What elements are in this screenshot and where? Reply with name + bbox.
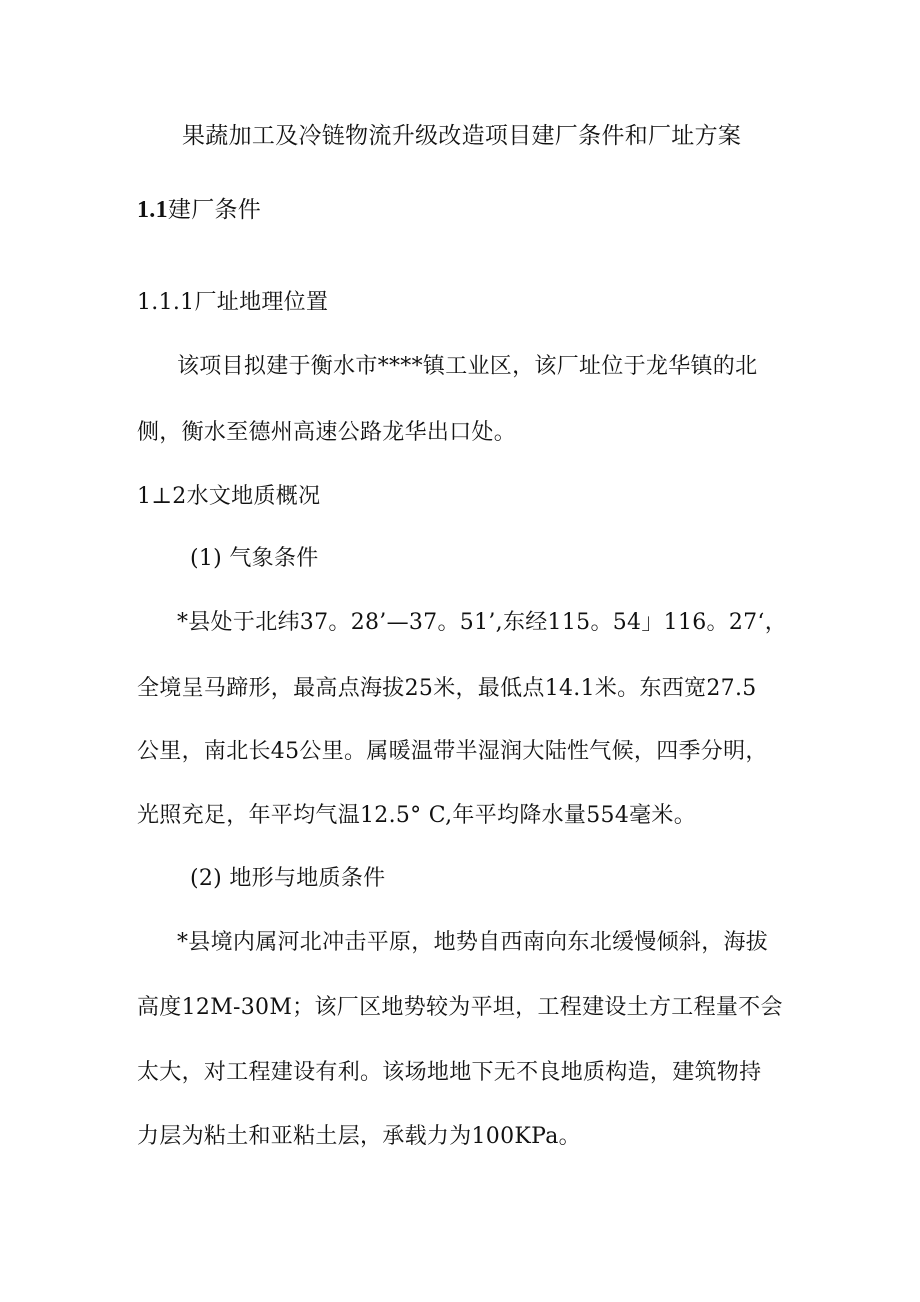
item-label-climate: (1) 气象条件	[190, 546, 319, 571]
paragraph-climate-line: 光照充足，年平均气温12.5° C,年平均降水量554毫米。	[137, 803, 697, 828]
paragraph-climate-line: 公里，南北长45公里。属暖温带半湿润大陆性气候，四季分明，	[137, 739, 768, 764]
paragraph-climate-line: 全境呈马蹄形，最高点海拔25米，最低点14.1米。东西宽27.5	[137, 676, 757, 701]
paragraph-terrain-line: *县境内属河北冲击平原，地势自西南向东北缓慢倾斜，海拔	[177, 930, 769, 955]
section-heading-text: 建厂条件	[167, 197, 262, 223]
subsection-heading-hydrogeology: 1⊥2水文地质概况	[137, 484, 321, 509]
section-number: 1.1	[137, 197, 168, 223]
document-title: 果蔬加工及冷链物流升级改造项目建厂条件和厂址方案	[182, 123, 742, 149]
paragraph-terrain-line: 高度12M-30M；该厂区地势较为平坦，工程建设土方工程量不会	[137, 995, 783, 1020]
section-heading	[137, 195, 261, 225]
paragraph-location-line: 侧，衡水至德州高速公路龙华出口处。	[137, 420, 517, 445]
paragraph-climate-line: *县处于北纬37。28’—37。51’,东经115。54」116。27‘，	[177, 610, 788, 635]
paragraph-terrain-line: 力层为粘土和亚粘土层，承载力为100KPa。	[137, 1124, 581, 1149]
paragraph-terrain-line: 太大，对工程建设有利。该场地地下无不良地质构造，建筑物持	[137, 1060, 762, 1085]
item-label-terrain: (2) 地形与地质条件	[190, 866, 386, 891]
subsection-heading-location: 1.1.1厂址地理位置	[137, 290, 329, 315]
paragraph-location-line: 该项目拟建于衡水市****镇工业区，该厂址位于龙华镇的北	[177, 354, 758, 379]
